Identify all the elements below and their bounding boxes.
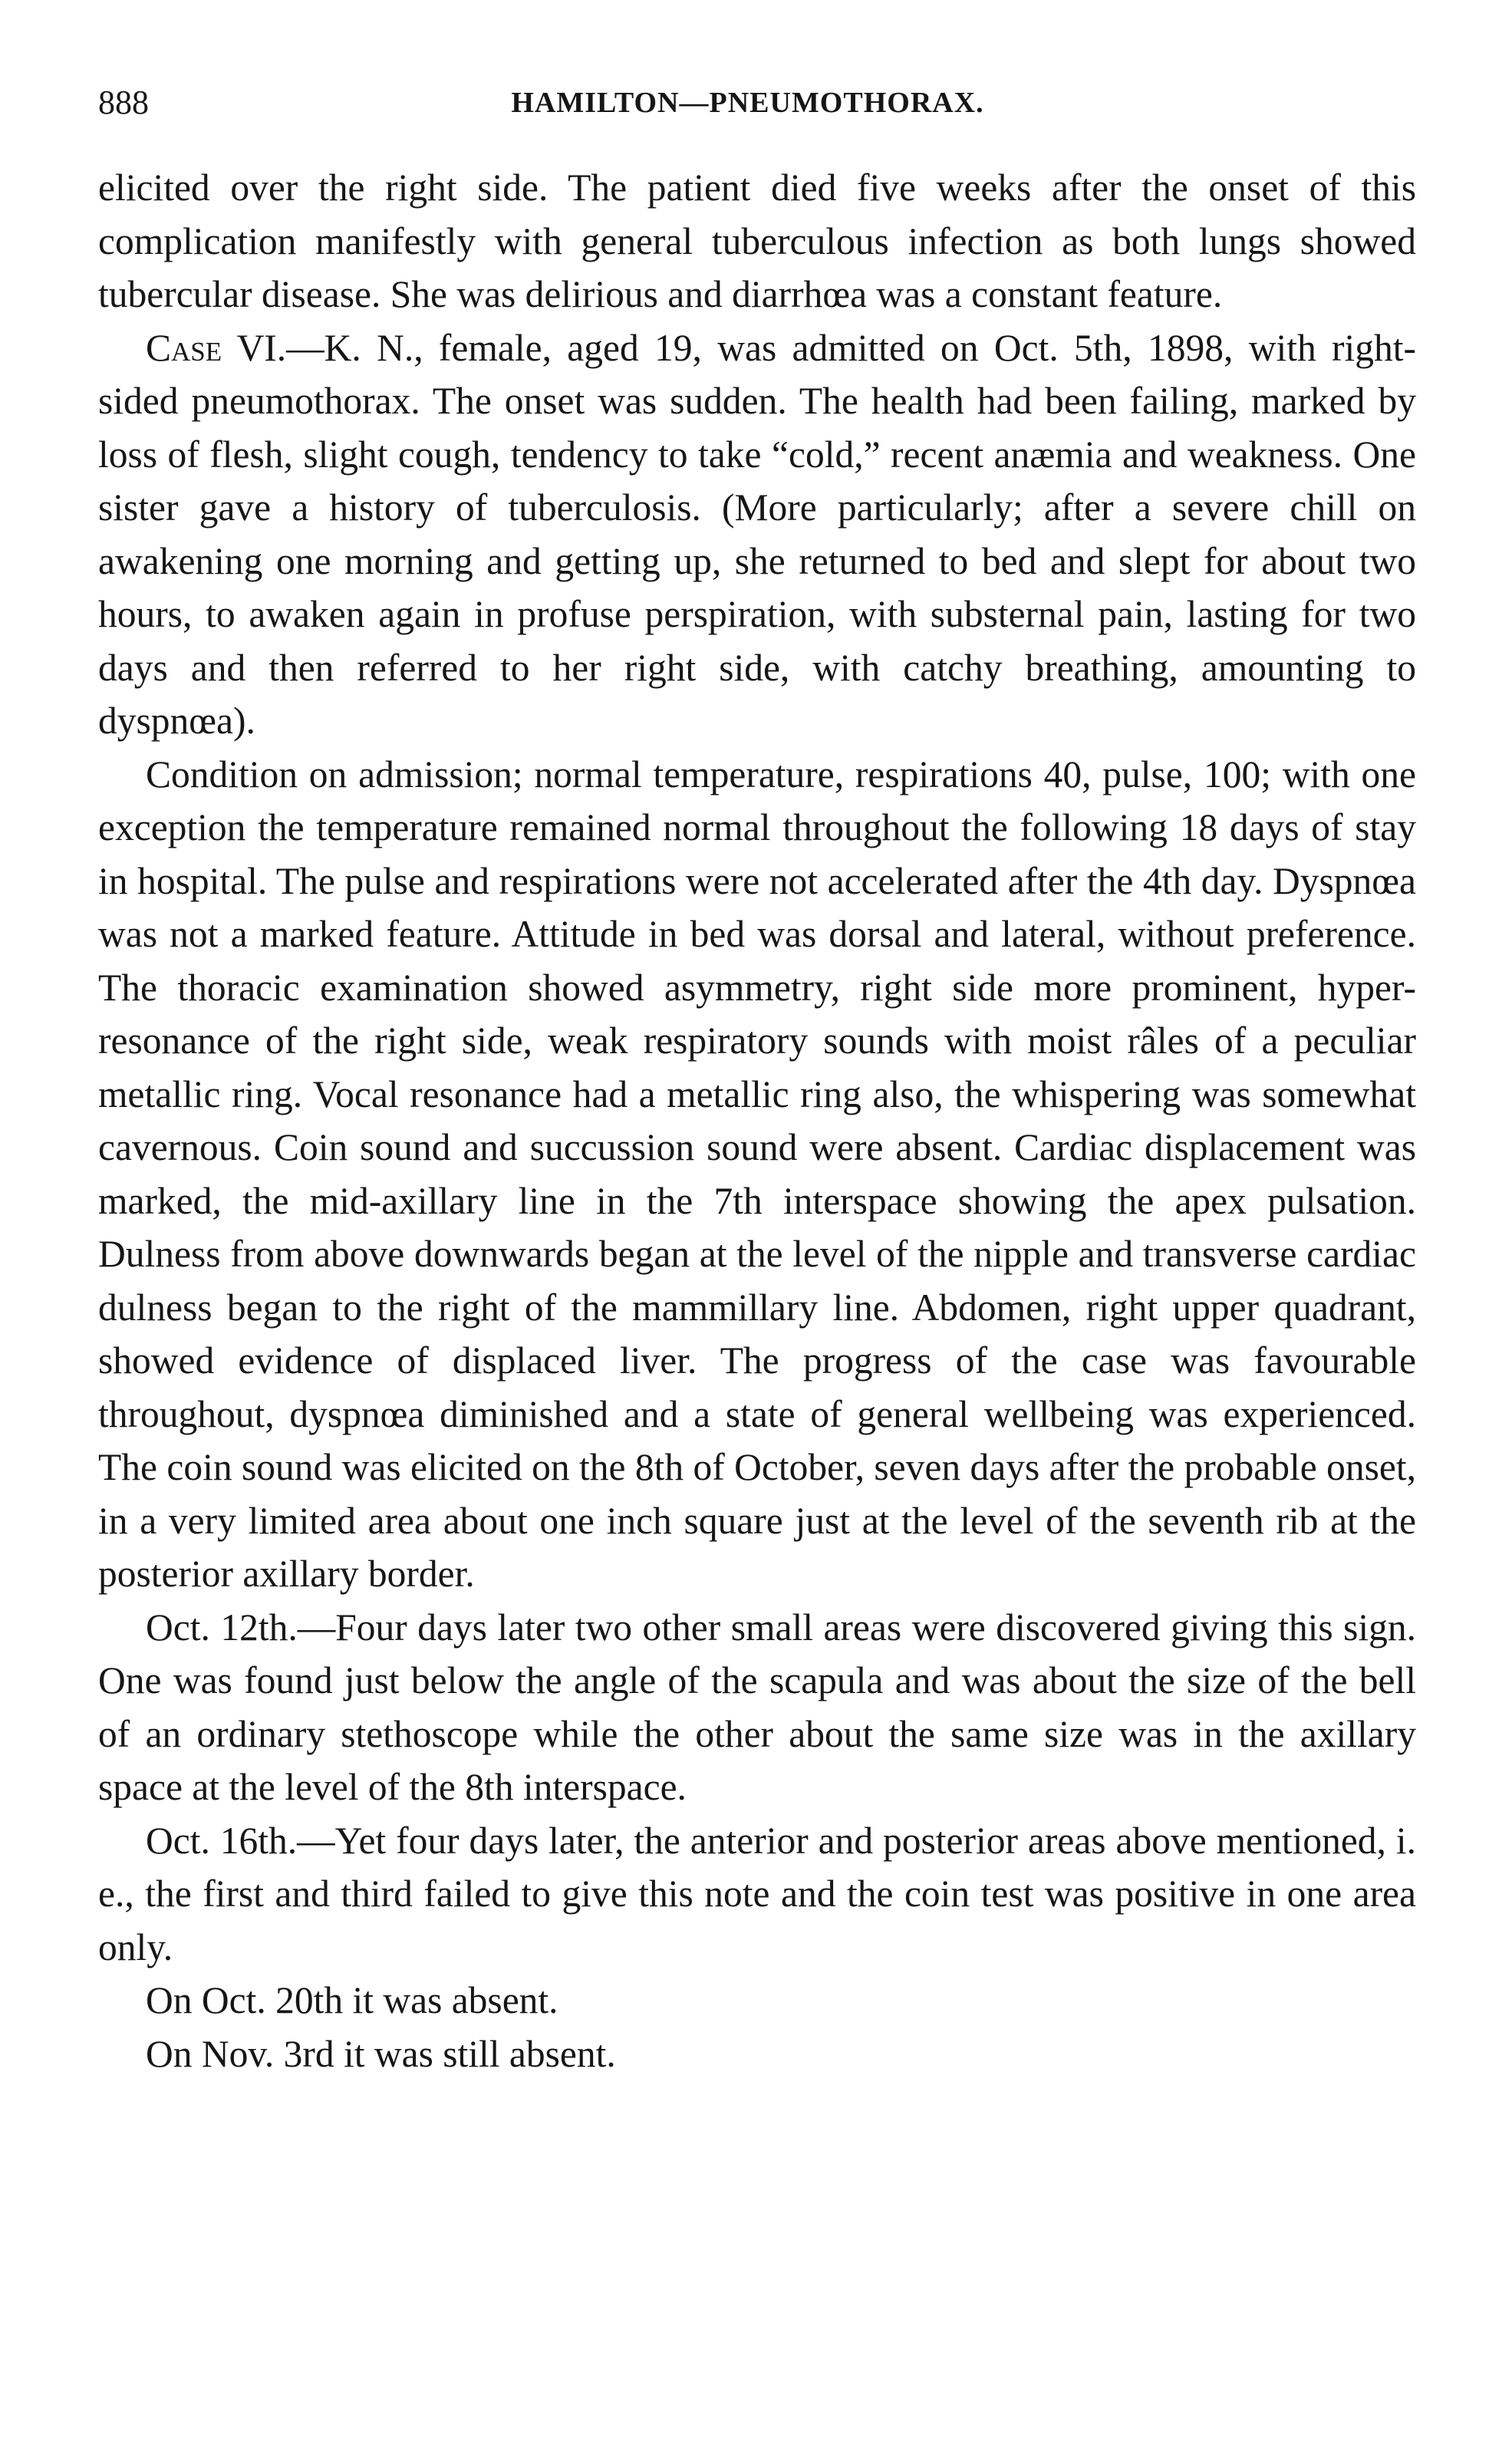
paragraph-continuation: elicited over the right side. The patient died five weeks after the onset of this complication manifestly with general tuberculous infection as both lungs showed tubercular disease. She was delirious and diarrhœa was a constant feature.	[98, 166, 1416, 315]
paragraph-case-vi	[98, 321, 1416, 748]
paragraph-oct-12: Oct. 12th.—Four days later two other small areas were discovered giving this sign. One was found just below the angle of the scapula and was about the size of the bell of an ordinary stethoscope while the other about the same size was in the axillary space at the level of the 8th interspace.	[98, 1606, 1416, 1808]
page-number: 888	[98, 84, 149, 121]
paragraph-oct-20: On Oct. 20th it was absent.	[146, 1979, 558, 2021]
paragraph-oct-16: Oct. 16th.—Yet four days later, the anterior and posterior areas above mentioned, i. e., the first and third failed to give this note and the coin test was positive in one area only.	[98, 1819, 1416, 1968]
case-label: Case VI.	[146, 326, 287, 369]
running-title: HAMILTON—PNEUMOTHORAX.	[511, 87, 984, 119]
case-vi-text: —K. N., female, aged 19, was admitted on Oct. 5th, 1898, with right-sided pneumothorax. The onset was sudden. The health had been failing, marked by loss of flesh, slight cough, tendency to take “cold,” recent anæmia and weakness. One sister gave a history of tuberculosis. (More particularly; after a severe chill on awakening one morning and getting up, she returned to bed and slept for about two hours, to awaken again in profuse perspiration, with substernal pain, lasting for two days and then referred to her right side, with catchy breathing, amounting to dyspnœa).	[98, 326, 1416, 742]
body-text	[98, 161, 1416, 2080]
paragraph-condition-on-admission: Condition on admission; normal temperature, respirations 40, pulse, 100; with one exception the temperature remained normal throughout the following 18 days of stay in hospital. The pulse and respirations were not accelerated after the 4th day. Dyspnœa was not a marked feature. Attitude in bed was dorsal and lateral, without preference. The thoracic examination showed asymmetry, right side more prominent, hyper-resonance of the right side, weak respiratory sounds with moist râles of a peculiar metallic ring. Vocal resonance had a metallic ring also, the whispering was somewhat cavernous. Coin sound and succussion sound were absent. Cardiac displacement was marked, the mid-axillary line in the 7th interspace showing the apex pulsation. Dulness from above downwards began at the level of the nipple and transverse cardiac dulness began to the right of the mammillary line. Abdomen, right upper quadrant, showed evidence of displaced liver. The progress of the case was favourable throughout, dyspnœa diminished and a state of general wellbeing was experienced. The coin sound was elicited on the 8th of October, seven days after the probable onset, in a very limited area about one inch square just at the level of the seventh rib at the posterior axillary border.	[98, 753, 1416, 1595]
paragraph-nov-3: On Nov. 3rd it was still absent.	[146, 2032, 616, 2075]
running-header	[98, 80, 1397, 126]
